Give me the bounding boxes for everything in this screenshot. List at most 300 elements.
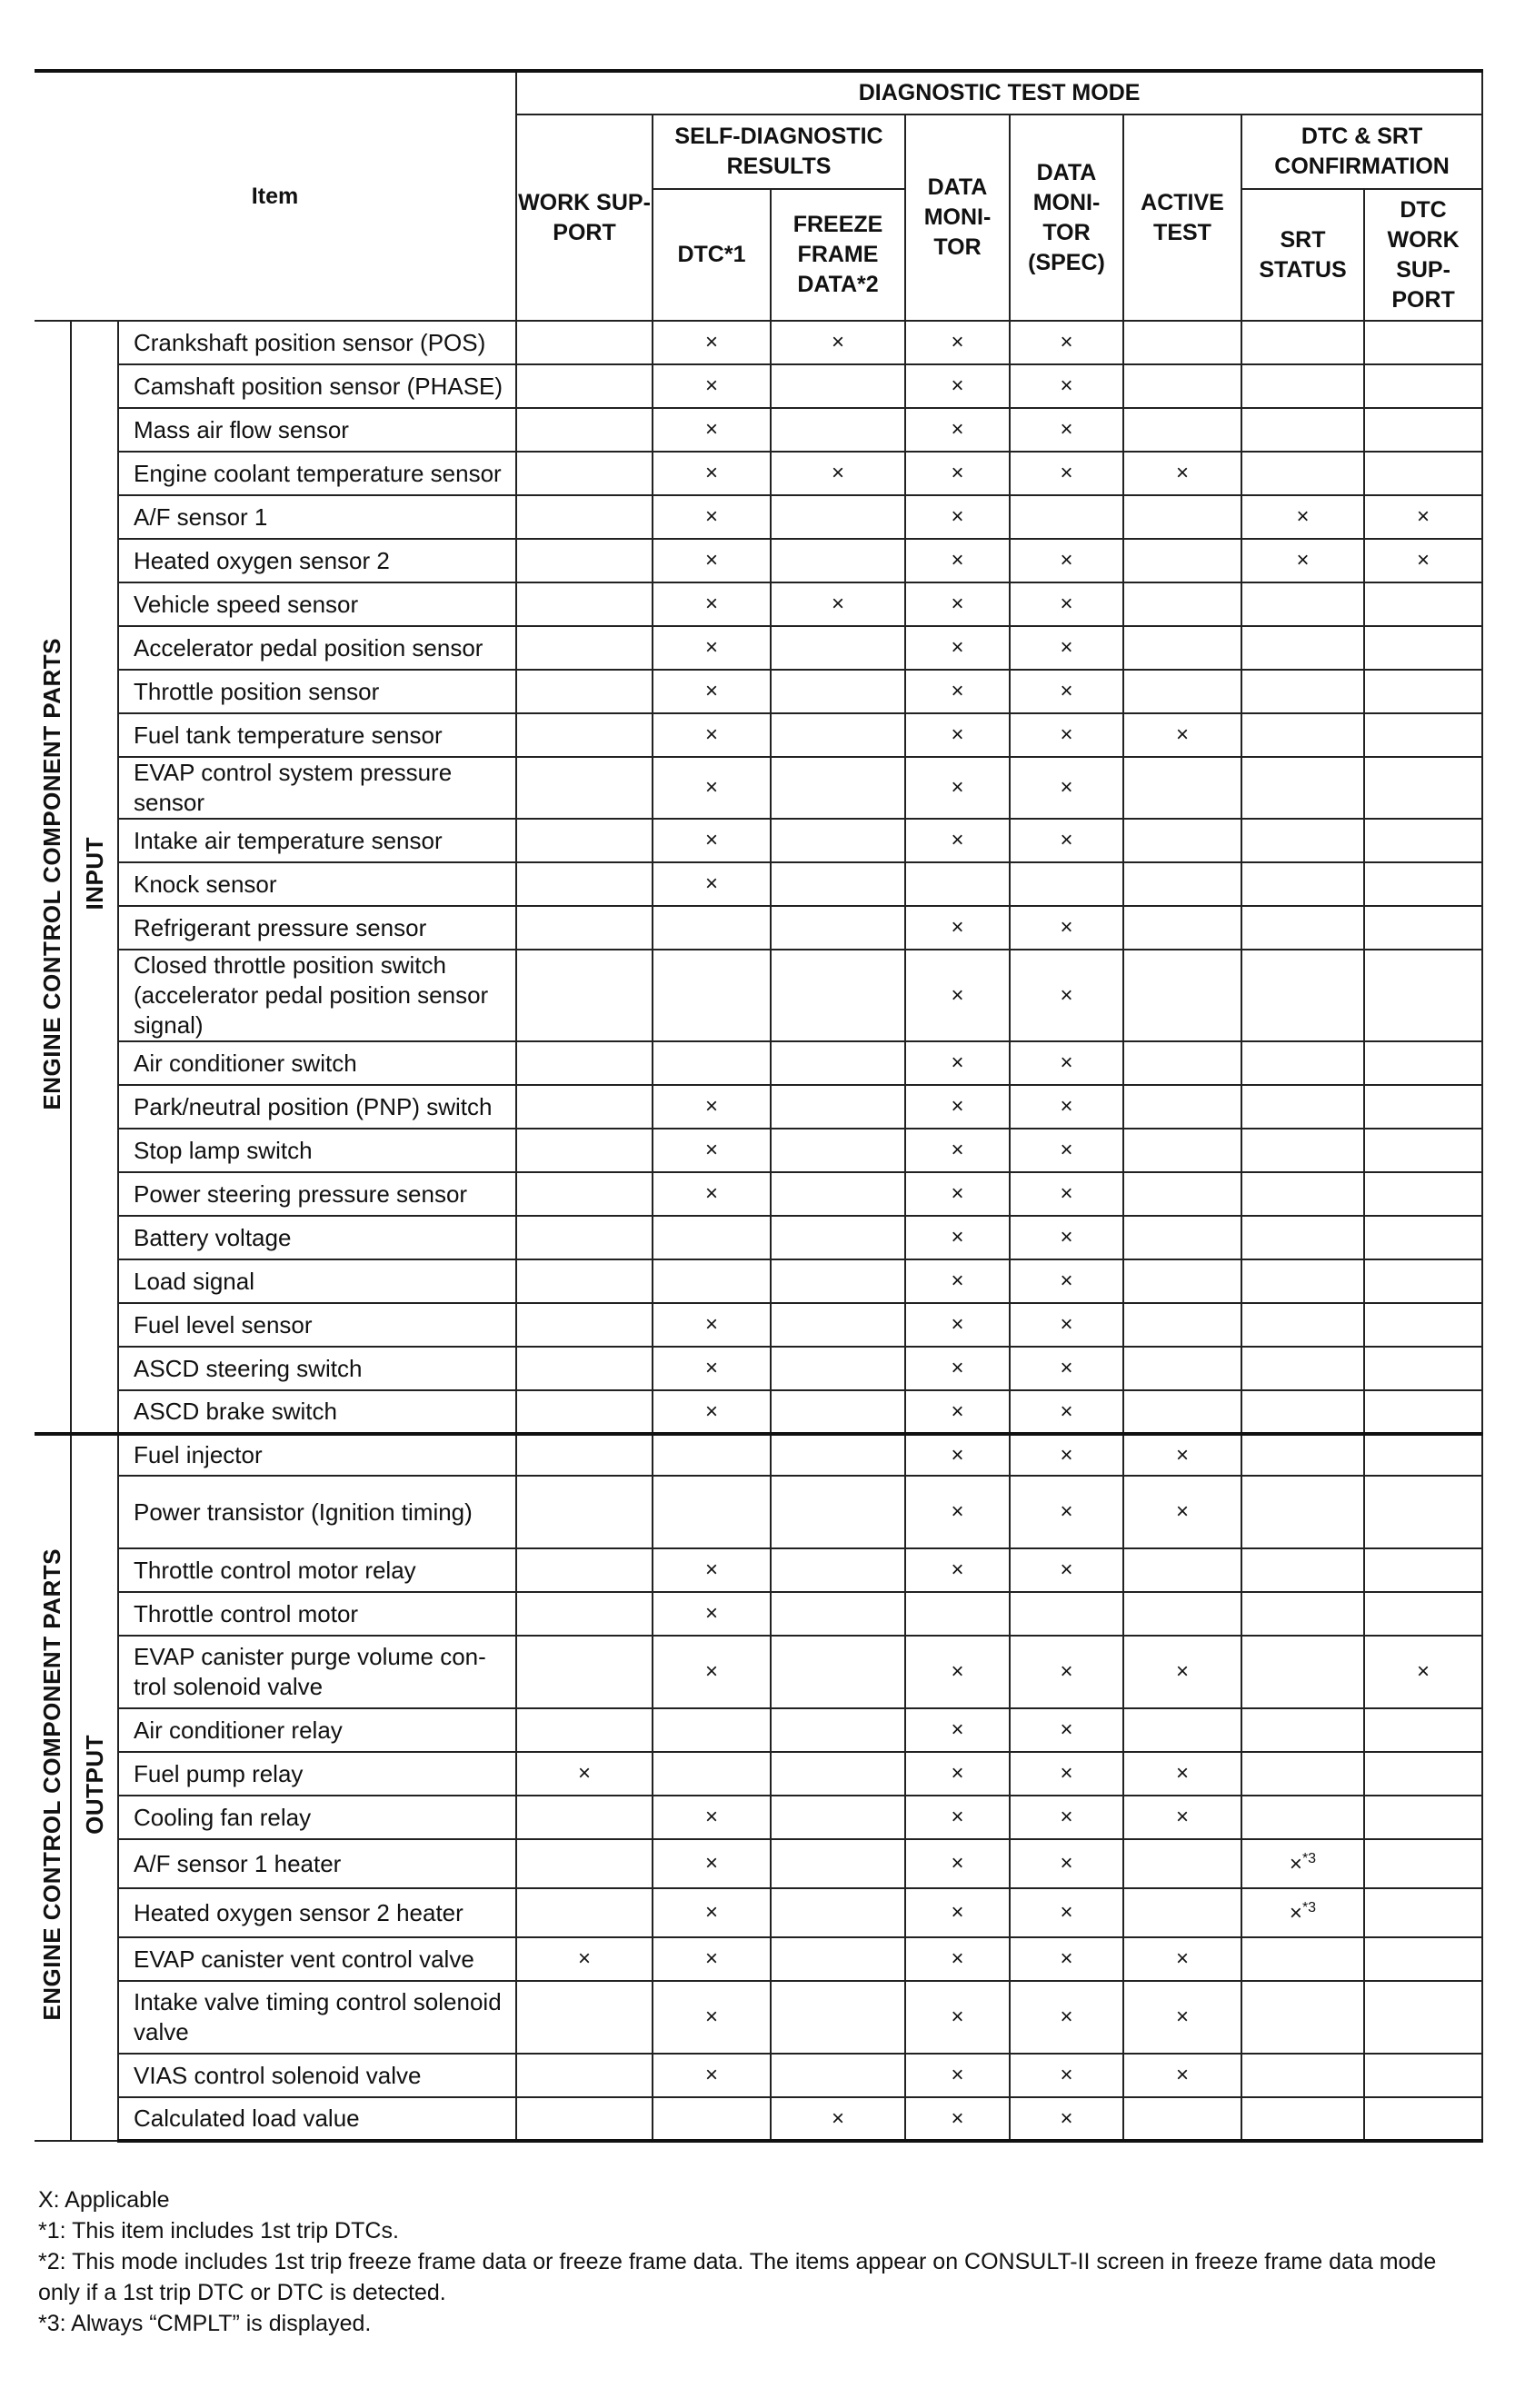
applicability-cell (516, 1041, 653, 1085)
row-item-name: Calculated load value (118, 2097, 516, 2141)
applicability-cell (1123, 1259, 1241, 1303)
row-item-name: Power steering pressure sensor (118, 1172, 516, 1216)
applicability-cell: × (905, 364, 1010, 408)
applicability-cell: ×$^{*3}$ (1241, 1839, 1364, 1888)
row-item-name: Vehicle speed sensor (118, 582, 516, 626)
applicability-cell (516, 1347, 653, 1390)
applicability-cell: × (771, 452, 905, 495)
applicability-cell (771, 626, 905, 670)
applicability-cell: × (1010, 1937, 1123, 1981)
row-item-name: Air conditioner switch (118, 1041, 516, 1085)
applicability-cell (1364, 1172, 1482, 1216)
applicability-cell: × (905, 906, 1010, 950)
applicability-cell (771, 1888, 905, 1937)
output-label (71, 1434, 118, 2141)
srt-status-header: SRT STATUS (1241, 189, 1364, 321)
applicability-cell (771, 1752, 905, 1796)
applicability-cell: ×$^{*3}$ (1241, 1888, 1364, 1937)
applicability-cell (516, 906, 653, 950)
applicability-cell: × (1123, 1796, 1241, 1839)
applicability-cell (771, 1347, 905, 1390)
applicability-cell (1241, 906, 1364, 950)
applicability-cell (771, 1937, 905, 1981)
applicability-cell (516, 452, 653, 495)
applicability-cell: × (1123, 1476, 1241, 1548)
applicability-cell: × (653, 408, 771, 452)
applicability-cell: × (1123, 1434, 1241, 1476)
row-item-name: Crankshaft position sensor (POS) (118, 321, 516, 364)
row-item-name: Park/neutral position (PNP) switch (118, 1085, 516, 1129)
applicability-cell (516, 1592, 653, 1636)
applicability-cell (516, 950, 653, 1041)
applicability-cell: × (905, 2097, 1010, 2141)
row-item-name: Engine coolant temperature sensor (118, 452, 516, 495)
applicability-cell: × (905, 1752, 1010, 1796)
applicability-cell (653, 2097, 771, 2141)
applicability-cell (771, 819, 905, 862)
applicability-cell: × (905, 408, 1010, 452)
diagnostic-mode-table (35, 69, 1483, 2143)
applicability-cell (653, 1041, 771, 1085)
self-diagnostic-results-header: SELF-DIAGNOSTIC RESULTS (653, 114, 905, 189)
applicability-cell (1123, 1172, 1241, 1216)
applicability-cell (771, 757, 905, 819)
applicability-cell: × (1010, 2054, 1123, 2097)
row-item-name: Throttle control motor (118, 1592, 516, 1636)
table-row (35, 1937, 1482, 1981)
footnote: *3: Always “CMPLT” is displayed. (38, 2311, 372, 2336)
applicability-cell: × (653, 1390, 771, 1434)
applicability-cell (516, 2054, 653, 2097)
applicability-cell (516, 819, 653, 862)
applicability-cell (653, 950, 771, 1041)
applicability-cell (653, 1434, 771, 1476)
applicability-cell (1241, 1041, 1364, 1085)
row-item-name: Power transistor (Ignition timing) (118, 1476, 516, 1548)
applicability-cell (1123, 626, 1241, 670)
table-row (35, 1708, 1482, 1752)
applicability-cell (516, 1888, 653, 1937)
table-row (35, 1839, 1482, 1888)
applicability-cell (1123, 1888, 1241, 1937)
applicability-cell (1364, 713, 1482, 757)
table-row (35, 1259, 1482, 1303)
applicability-cell (1364, 1592, 1482, 1636)
applicability-cell (1364, 1216, 1482, 1259)
applicability-cell: × (653, 1796, 771, 1839)
applicability-cell (1241, 1347, 1364, 1390)
table-row (35, 1752, 1482, 1796)
applicability-cell: × (1123, 713, 1241, 757)
applicability-cell: × (905, 1085, 1010, 1129)
applicability-cell (771, 1259, 905, 1303)
applicability-cell (771, 495, 905, 539)
applicability-cell (1241, 862, 1364, 906)
row-item-name: Camshaft position sensor (PHASE) (118, 364, 516, 408)
applicability-cell: × (905, 321, 1010, 364)
applicability-cell: × (1010, 1172, 1123, 1216)
applicability-cell (771, 1216, 905, 1259)
applicability-cell (1364, 1981, 1482, 2054)
applicability-cell: × (1010, 626, 1123, 670)
applicability-cell (1364, 2097, 1482, 2141)
table-row (35, 1476, 1482, 1548)
applicability-cell: × (653, 1347, 771, 1390)
applicability-cell (1241, 364, 1364, 408)
applicability-cell (516, 1548, 653, 1592)
applicability-cell (516, 1303, 653, 1347)
applicability-cell: × (1010, 452, 1123, 495)
applicability-cell (1123, 950, 1241, 1041)
applicability-cell (1364, 452, 1482, 495)
dtc-work-support-header: DTC WORK SUP-PORT (1364, 189, 1482, 321)
applicability-cell: × (771, 582, 905, 626)
row-item-name: Air conditioner relay (118, 1708, 516, 1752)
applicability-cell (1123, 1216, 1241, 1259)
applicability-cell (771, 1434, 905, 1476)
applicability-cell: × (653, 1937, 771, 1981)
applicability-cell (1364, 1476, 1482, 1548)
active-test-header: ACTIVE TEST (1123, 114, 1241, 321)
applicability-cell: × (905, 1172, 1010, 1216)
applicability-cell (516, 539, 653, 582)
row-item-name: Throttle position sensor (118, 670, 516, 713)
applicability-cell (771, 1548, 905, 1592)
applicability-cell (771, 950, 905, 1041)
applicability-cell (1364, 1041, 1482, 1085)
applicability-cell (516, 670, 653, 713)
footnote: *2: This mode includes 1st trip freeze frame data or freeze frame data. The items appear on CONSULT-II screen in freeze frame data mode only if a 1st trip DTC or DTC is detected. (38, 2249, 1437, 2305)
row-item-name: A/F sensor 1 (118, 495, 516, 539)
applicability-cell: × (905, 950, 1010, 1041)
applicability-cell: × (1010, 539, 1123, 582)
applicability-cell (771, 713, 905, 757)
applicability-cell (1364, 364, 1482, 408)
applicability-cell (1241, 2097, 1364, 2141)
row-item-name: VIAS control solenoid valve (118, 2054, 516, 2097)
applicability-cell (1241, 1085, 1364, 1129)
applicability-cell (1364, 950, 1482, 1041)
applicability-cell (1364, 1796, 1482, 1839)
applicability-cell (516, 1129, 653, 1172)
dtc-srt-confirmation-header: DTC & SRT CONFIRMATION (1241, 114, 1482, 189)
row-item-name: Battery voltage (118, 1216, 516, 1259)
applicability-cell (1364, 906, 1482, 950)
table-row (35, 1592, 1482, 1636)
table-row (35, 539, 1482, 582)
applicability-cell: × (905, 1888, 1010, 1937)
applicability-cell (1364, 626, 1482, 670)
diagnostic-test-mode-header: DIAGNOSTIC TEST MODE (516, 71, 1482, 114)
row-item-name: Fuel level sensor (118, 1303, 516, 1347)
applicability-cell: × (905, 1303, 1010, 1347)
applicability-cell (1364, 582, 1482, 626)
table-row (35, 1434, 1482, 1476)
applicability-cell (1123, 1303, 1241, 1347)
applicability-cell (516, 757, 653, 819)
footnote: *1: This item includes 1st trip DTCs. (38, 2218, 399, 2244)
applicability-cell: × (1010, 1129, 1123, 1172)
applicability-cell (1241, 321, 1364, 364)
applicability-cell (771, 2054, 905, 2097)
applicability-cell: × (1010, 582, 1123, 626)
applicability-cell: × (653, 819, 771, 862)
table-row (35, 1041, 1482, 1085)
applicability-cell (1364, 1434, 1482, 1476)
applicability-cell (1241, 2054, 1364, 2097)
applicability-cell (1123, 2097, 1241, 2141)
applicability-cell (516, 1636, 653, 1708)
applicability-cell: × (653, 364, 771, 408)
applicability-cell (1123, 1041, 1241, 1085)
row-item-name: Fuel injector (118, 1434, 516, 1476)
applicability-cell: × (905, 582, 1010, 626)
diagnostic-mode-table-sheet (35, 69, 1482, 2143)
applicability-cell: × (905, 713, 1010, 757)
applicability-cell (516, 1708, 653, 1752)
applicability-cell: × (771, 321, 905, 364)
applicability-cell: × (1010, 1796, 1123, 1839)
applicability-cell: × (653, 1548, 771, 1592)
applicability-cell (516, 626, 653, 670)
applicability-cell (1241, 757, 1364, 819)
applicability-cell (1241, 1981, 1364, 2054)
applicability-cell (1241, 1796, 1364, 1839)
applicability-cell (1123, 539, 1241, 582)
applicability-cell (516, 495, 653, 539)
applicability-cell (771, 1476, 905, 1548)
applicability-cell (771, 364, 905, 408)
applicability-cell (771, 1636, 905, 1708)
row-item-name: ASCD brake switch (118, 1390, 516, 1434)
applicability-cell: × (905, 757, 1010, 819)
applicability-cell: × (1010, 364, 1123, 408)
applicability-cell (1241, 1216, 1364, 1259)
table-row (35, 321, 1482, 364)
table-row (35, 1129, 1482, 1172)
table-row (35, 862, 1482, 906)
table-row (35, 1888, 1482, 1937)
table-row (35, 819, 1482, 862)
applicability-cell: × (1010, 1390, 1123, 1434)
input-group-label-label: ENGINE CONTROL COMPONENT PARTS (38, 637, 65, 1110)
applicability-cell (771, 1303, 905, 1347)
applicability-cell: × (905, 1981, 1010, 2054)
applicability-cell (516, 1216, 653, 1259)
applicability-cell: × (1010, 1888, 1123, 1937)
applicability-cell: × (653, 452, 771, 495)
applicability-cell (516, 713, 653, 757)
applicability-cell: × (1123, 2054, 1241, 2097)
applicability-cell: × (1010, 819, 1123, 862)
table-row (35, 906, 1482, 950)
applicability-cell (1241, 452, 1364, 495)
applicability-cell: × (653, 2054, 771, 2097)
applicability-cell (1123, 819, 1241, 862)
applicability-cell (1010, 862, 1123, 906)
applicability-cell: × (653, 1085, 771, 1129)
applicability-cell (1010, 495, 1123, 539)
applicability-cell (1241, 950, 1364, 1041)
applicability-cell: × (1010, 408, 1123, 452)
applicability-cell (1241, 1129, 1364, 1172)
applicability-cell: × (1010, 1041, 1123, 1085)
table-row (35, 1085, 1482, 1129)
applicability-cell: × (1364, 1636, 1482, 1708)
applicability-cell (1123, 1347, 1241, 1390)
applicability-cell (1123, 321, 1241, 364)
row-item-name: Refrigerant pressure sensor (118, 906, 516, 950)
table-row (35, 2097, 1482, 2141)
applicability-cell (516, 1172, 653, 1216)
applicability-cell: × (905, 1216, 1010, 1259)
output-group-label-label: ENGINE CONTROL COMPONENT PARTS (38, 1548, 65, 2021)
applicability-cell (1241, 1259, 1364, 1303)
applicability-cell (1123, 408, 1241, 452)
table-row (35, 1548, 1482, 1592)
applicability-cell: × (653, 1172, 771, 1216)
freeze-frame-data-header: FREEZE FRAME DATA*2 (771, 189, 905, 321)
applicability-cell (771, 670, 905, 713)
row-item-name: ASCD steering switch (118, 1347, 516, 1390)
applicability-cell (516, 1839, 653, 1888)
applicability-cell (1123, 862, 1241, 906)
work-support-header: WORK SUP-PORT (516, 114, 653, 321)
applicability-cell (1241, 1303, 1364, 1347)
row-item-name: Knock sensor (118, 862, 516, 906)
applicability-cell (653, 1752, 771, 1796)
applicability-cell (1364, 1085, 1482, 1129)
applicability-cell: × (653, 1888, 771, 1937)
applicability-cell: × (653, 670, 771, 713)
table-row (35, 950, 1482, 1041)
row-item-name: Stop lamp switch (118, 1129, 516, 1172)
input-label (71, 321, 118, 1434)
applicability-cell (1241, 1390, 1364, 1434)
applicability-cell: × (653, 1592, 771, 1636)
applicability-cell (516, 1085, 653, 1129)
row-item-name: Fuel tank temperature sensor (118, 713, 516, 757)
applicability-cell: × (1010, 1303, 1123, 1347)
applicability-cell: × (1010, 2097, 1123, 2141)
output-group-label (35, 1434, 71, 2141)
row-item-name: Throttle control motor relay (118, 1548, 516, 1592)
applicability-cell: × (653, 582, 771, 626)
applicability-cell: × (653, 1981, 771, 2054)
applicability-cell (1364, 819, 1482, 862)
row-item-name: Fuel pump relay (118, 1752, 516, 1796)
table-row (35, 1303, 1482, 1347)
applicability-cell (1241, 1476, 1364, 1548)
applicability-cell (516, 2097, 653, 2141)
applicability-cell (1241, 626, 1364, 670)
row-item-name: Closed throttle position switch (accelerator pedal position sensor signal) (118, 950, 516, 1041)
applicability-cell (771, 1592, 905, 1636)
applicability-cell (1241, 819, 1364, 862)
applicability-cell: × (516, 1937, 653, 1981)
applicability-cell (771, 1981, 905, 2054)
applicability-cell: × (905, 1937, 1010, 1981)
applicability-cell (771, 408, 905, 452)
applicability-cell (1364, 2054, 1482, 2097)
applicability-cell: × (1010, 906, 1123, 950)
applicability-cell (1123, 582, 1241, 626)
applicability-cell (1241, 1592, 1364, 1636)
applicability-cell (1241, 408, 1364, 452)
row-item-name: Mass air flow sensor (118, 408, 516, 452)
footnotes (38, 2184, 1483, 2339)
applicability-cell: × (905, 1796, 1010, 1839)
applicability-cell: × (905, 819, 1010, 862)
applicability-cell: × (905, 1259, 1010, 1303)
applicability-cell: × (1241, 495, 1364, 539)
applicability-cell (1241, 1752, 1364, 1796)
applicability-cell (1364, 862, 1482, 906)
applicability-cell (1010, 1592, 1123, 1636)
applicability-cell: × (905, 495, 1010, 539)
applicability-cell: × (653, 495, 771, 539)
applicability-cell (1364, 1752, 1482, 1796)
applicability-cell (1241, 582, 1364, 626)
applicability-cell (516, 1259, 653, 1303)
applicability-cell (1364, 1303, 1482, 1347)
applicability-cell: × (1010, 1636, 1123, 1708)
applicability-cell: × (1010, 1752, 1123, 1796)
applicability-cell (1123, 757, 1241, 819)
applicability-cell: × (1010, 1434, 1123, 1476)
applicability-cell: × (653, 539, 771, 582)
applicability-cell: × (653, 1839, 771, 1888)
applicability-cell (516, 364, 653, 408)
table-row (35, 582, 1482, 626)
applicability-cell: × (905, 1129, 1010, 1172)
applicability-cell (516, 862, 653, 906)
applicability-cell (516, 321, 653, 364)
applicability-cell: × (1123, 1636, 1241, 1708)
applicability-cell: × (905, 539, 1010, 582)
table-row (35, 1347, 1482, 1390)
applicability-cell (771, 1796, 905, 1839)
row-item-name: Heated oxygen sensor 2 (118, 539, 516, 582)
applicability-cell (771, 1708, 905, 1752)
applicability-cell (771, 1839, 905, 1888)
applicability-cell: × (1010, 757, 1123, 819)
table-row (35, 2054, 1482, 2097)
applicability-cell (1364, 1548, 1482, 1592)
table-row (35, 1390, 1482, 1434)
applicability-cell: × (1010, 1216, 1123, 1259)
applicability-cell (771, 862, 905, 906)
data-monitor-spec-header: DATA MONI-TOR (SPEC) (1010, 114, 1123, 321)
applicability-cell (1241, 1636, 1364, 1708)
applicability-cell (516, 1390, 653, 1434)
applicability-cell (1123, 1390, 1241, 1434)
applicability-cell (516, 582, 653, 626)
applicability-cell: × (653, 1129, 771, 1172)
applicability-cell (905, 862, 1010, 906)
applicability-cell (1364, 321, 1482, 364)
applicability-cell (1123, 1708, 1241, 1752)
applicability-cell: × (1364, 495, 1482, 539)
applicability-cell: × (653, 626, 771, 670)
data-monitor-header: DATA MONI-TOR (905, 114, 1010, 321)
table-row (35, 1216, 1482, 1259)
row-item-name: Heated oxygen sensor 2 heater (118, 1888, 516, 1937)
applicability-cell: × (516, 1752, 653, 1796)
applicability-cell: × (905, 1708, 1010, 1752)
table-row (35, 1981, 1482, 2054)
applicability-cell: × (905, 626, 1010, 670)
